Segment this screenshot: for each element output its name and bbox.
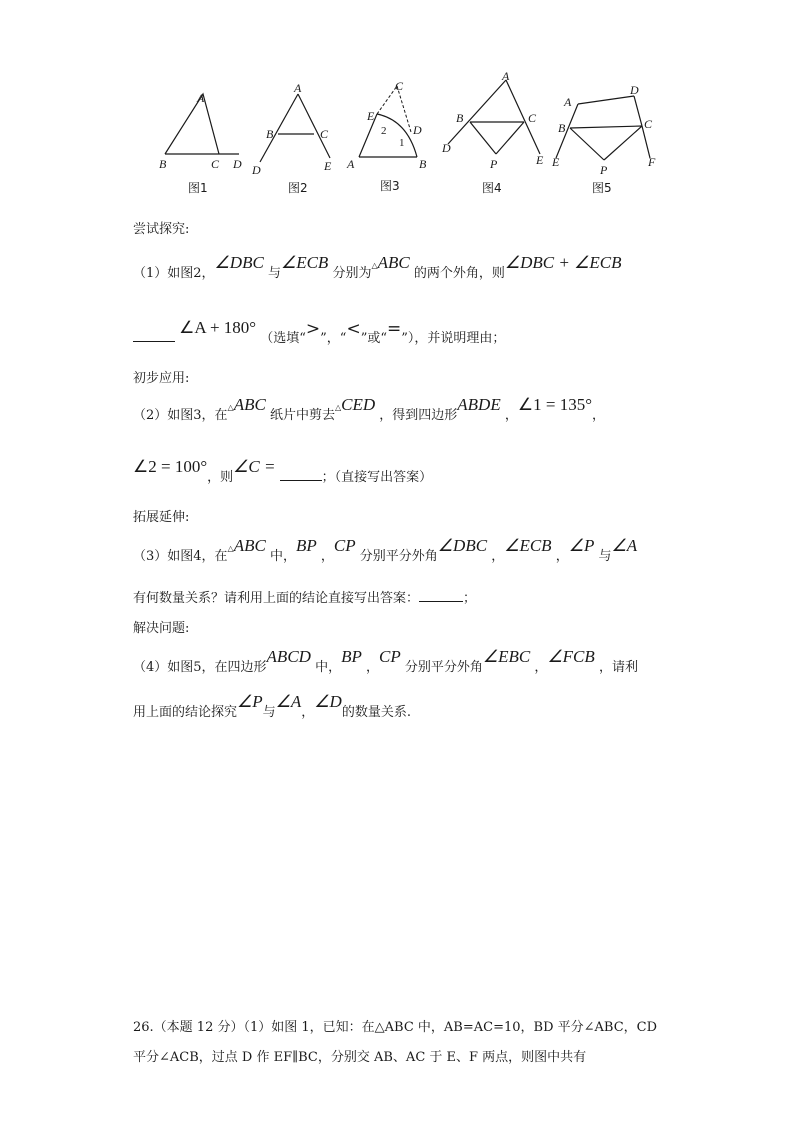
q3-math-ecb: ∠ECB xyxy=(504,536,552,555)
fig5-label-a: A xyxy=(564,95,572,109)
q4-math-abcd: ABCD xyxy=(266,647,311,666)
q2-text-d: ， xyxy=(504,408,518,423)
fig3-label-d: D xyxy=(413,123,422,137)
triangle-symbol: △ xyxy=(334,403,342,412)
section-try: 尝试探究: xyxy=(133,222,190,237)
q4-math-fcb: ∠FCB xyxy=(547,647,595,666)
q1-text-d: 的两个外角，则 xyxy=(413,266,505,281)
q4-math-bp: BP xyxy=(341,647,362,666)
q1-symbol-eq: = xyxy=(387,319,402,339)
q4-text-e: ， xyxy=(534,660,548,675)
q2-text-c: ，得到四边形 xyxy=(379,408,458,423)
q26-line2: 平分∠ACB，过点 D 作 EF∥BC，分别交 AB、AC 于 E、F 两点，则图中共有 xyxy=(133,1050,587,1065)
fig4-label-b: B xyxy=(456,111,464,125)
q4-text-i: ， xyxy=(301,705,315,720)
q3-text-h: 有何数量关系？请利用上面的结论直接写出答案： xyxy=(133,591,420,606)
section-prelim: 初步应用: xyxy=(133,371,190,386)
q1-math-ecb: ∠ECB xyxy=(280,253,329,272)
figure-4 xyxy=(440,62,550,177)
q3-text-b: 中， xyxy=(269,549,296,564)
fig2-label-c: C xyxy=(320,127,329,141)
q3-math-dbc: ∠DBC xyxy=(437,536,488,555)
fig1-label-a: A xyxy=(197,91,205,105)
q2-line2 xyxy=(133,457,433,486)
q2-math-abde: ABDE xyxy=(457,395,501,414)
q1-text-f: ”，“ xyxy=(320,331,347,346)
q3-text-f: ， xyxy=(555,549,569,564)
q3-text-d: 分别平分外角 xyxy=(359,549,438,564)
q1-text-c: 分别为 xyxy=(332,266,372,281)
triangle-symbol: △ xyxy=(371,261,378,270)
q3-math-angle-p: ∠P xyxy=(568,536,595,555)
fig2-label-b: B xyxy=(266,127,274,141)
fig3-label-e: E xyxy=(367,109,375,123)
q3-text-i: ； xyxy=(463,591,477,606)
q1-math-sum: ∠DBC + ∠ECB xyxy=(504,253,622,272)
q3-math-cp: CP xyxy=(333,536,356,555)
fig1-label-b: B xyxy=(159,157,167,171)
fig4-label-e: E xyxy=(536,153,544,167)
q1-text-h: ”），并说明理由； xyxy=(401,331,506,346)
q2-math-angle2: ∠2 = 100° xyxy=(133,457,208,476)
q4-text-j: 的数量关系. xyxy=(341,705,411,720)
fig1-label-c: C xyxy=(211,157,220,171)
figure-3-caption: 图3 xyxy=(380,179,400,193)
section-solve: 解决问题: xyxy=(133,621,190,636)
figure-4-caption: 图4 xyxy=(482,181,502,195)
figure-5 xyxy=(550,62,660,177)
fig3-label-c: C xyxy=(395,79,404,93)
q4-line2 xyxy=(133,692,411,721)
q2-answer-blank[interactable] xyxy=(280,480,322,481)
fig3-label-a: A xyxy=(347,157,355,171)
q3-text-e: ， xyxy=(491,549,505,564)
q1-line2 xyxy=(133,318,506,347)
q4-math-angle-d: ∠D xyxy=(314,692,342,711)
fig5-label-e: E xyxy=(552,155,560,169)
q1-text-a: （1）如图2， xyxy=(133,266,215,281)
fig5-label-d: D xyxy=(630,83,639,97)
q2-text-e: ， xyxy=(592,408,606,423)
q2-text-g: ；（直接写出答案） xyxy=(321,470,433,485)
fig3-label-b: B xyxy=(419,157,427,171)
q1-symbol-lt: < xyxy=(346,319,361,339)
figure-2-caption: 图2 xyxy=(288,181,308,195)
q3-text-a: （3）如图4，在 xyxy=(133,549,228,564)
q4-text-d: 分别平分外角 xyxy=(404,660,483,675)
q4-text-h: 与 xyxy=(262,705,276,720)
q3-line2 xyxy=(133,587,476,606)
fig2-label-e: E xyxy=(324,159,332,173)
q2-line1 xyxy=(133,395,606,424)
q3-math-bp: BP xyxy=(295,536,317,555)
q4-text-c: ， xyxy=(366,660,380,675)
q4-text-a: （4）如图5，在四边形 xyxy=(133,660,267,675)
fig3-angle-1: 1 xyxy=(399,137,405,149)
fig3-angle-2: 2 xyxy=(381,125,387,137)
q1-line1 xyxy=(133,253,622,282)
q3-line1 xyxy=(133,536,638,565)
q1-math-a-plus-180: ∠A + 180° xyxy=(179,318,257,337)
q2-math-abc: ABC xyxy=(233,395,266,414)
triangle-symbol: △ xyxy=(227,403,234,412)
fig2-label-d: D xyxy=(252,163,261,177)
q2-math-ced: CED xyxy=(341,395,376,414)
figure-3 xyxy=(345,62,440,177)
fig5-label-p: P xyxy=(600,163,608,177)
fig1-label-d: D xyxy=(233,157,242,171)
q3-math-abc: ABC xyxy=(233,536,266,555)
figure-1 xyxy=(155,62,250,177)
q4-text-b: 中， xyxy=(315,660,342,675)
fig5-label-c: C xyxy=(644,117,653,131)
q4-math-cp: CP xyxy=(379,647,401,666)
figure-5-caption: 图5 xyxy=(592,181,612,195)
fig4-label-c: C xyxy=(528,111,537,125)
q2-math-angle1: ∠1 = 135° xyxy=(517,395,593,414)
q3-text-g: 与 xyxy=(598,549,612,564)
q2-text-b: 纸片中剪去 xyxy=(269,408,335,423)
q1-math-abc: ABC xyxy=(377,253,410,272)
q1-symbol-gt: > xyxy=(305,319,321,339)
q1-text-b: 与 xyxy=(267,266,281,281)
q4-line1 xyxy=(133,647,638,676)
figure-2-diagram xyxy=(250,62,345,177)
q1-answer-blank[interactable] xyxy=(133,341,175,342)
q2-math-angle-c: ∠C = xyxy=(233,457,276,476)
q1-math-dbc: ∠DBC xyxy=(214,253,264,272)
q3-math-angle-a: ∠A xyxy=(611,536,638,555)
figure-5-diagram xyxy=(550,62,660,177)
figure-3-diagram xyxy=(345,62,440,177)
q4-math-ebc: ∠EBC xyxy=(482,647,531,666)
q2-text-f: ，则 xyxy=(207,470,234,485)
fig5-label-b: B xyxy=(558,121,566,135)
figure-1-diagram xyxy=(155,62,250,177)
q4-text-g: 用上面的结论探究 xyxy=(133,705,238,720)
fig4-label-d: D xyxy=(442,141,451,155)
figure-4-diagram xyxy=(440,62,550,177)
fig2-label-a: A xyxy=(294,81,302,95)
q3-answer-blank[interactable] xyxy=(419,601,463,602)
q26-line1: 26.（本题 12 分）（1）如图 1，已知：在△ABC 中，AB=AC=10，BD 平分∠ABC，CD xyxy=(133,1020,658,1035)
q3-text-c: ， xyxy=(320,549,334,564)
fig5-label-f: F xyxy=(648,155,656,169)
q1-text-e: （选填“ xyxy=(260,331,306,346)
q2-text-a: （2）如图3，在 xyxy=(133,408,228,423)
q1-text-g: ”或“ xyxy=(360,331,387,346)
figure-1-caption: 图1 xyxy=(188,181,208,195)
q4-math-angle-a: ∠A xyxy=(275,692,302,711)
q4-text-f: ，请利 xyxy=(598,660,638,675)
section-extend: 拓展延伸: xyxy=(133,510,190,525)
figure-2 xyxy=(250,62,345,177)
fig4-label-a: A xyxy=(502,69,510,83)
q4-math-angle-p: ∠P xyxy=(237,692,263,711)
fig4-label-p: P xyxy=(490,157,498,171)
triangle-symbol: △ xyxy=(227,544,234,553)
